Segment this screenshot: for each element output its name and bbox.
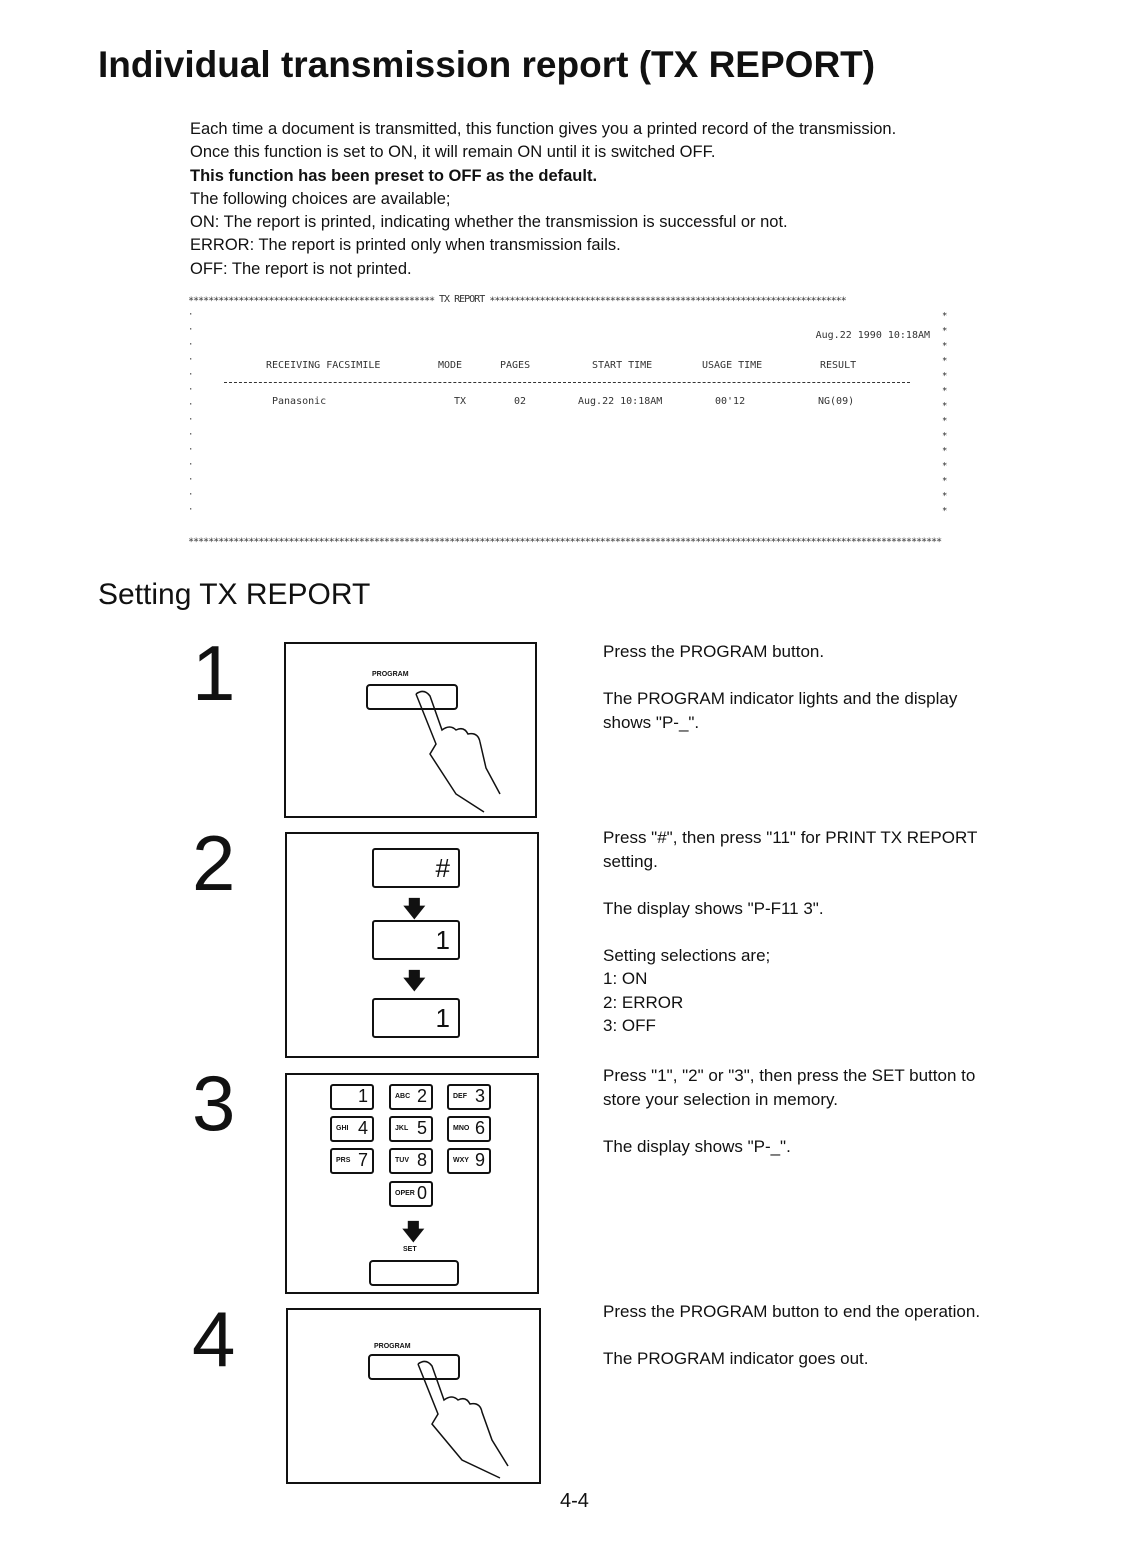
step-text-line xyxy=(603,920,977,944)
keypad-key-8 xyxy=(389,1148,433,1174)
set-button xyxy=(369,1260,459,1286)
step-text-line: 1: ON xyxy=(603,969,648,988)
keypad-key-2 xyxy=(389,1084,433,1110)
key-letters: GHI xyxy=(336,1125,349,1132)
key-letters: MNO xyxy=(453,1125,470,1132)
step-number: 3 xyxy=(192,1059,236,1147)
key-number: 7 xyxy=(357,1150,368,1170)
intro-line: Each time a document is transmitted, this function gives you a printed record of the transmission. xyxy=(190,120,897,138)
report-border-bottom: ∗∗∗∗∗∗∗∗∗∗∗∗∗∗∗∗∗∗∗∗∗∗∗∗∗∗∗∗∗∗∗∗∗∗∗∗∗∗∗∗∗∗∗∗∗∗∗∗∗∗∗∗∗∗∗∗∗∗∗∗∗∗∗∗∗∗∗∗∗∗∗∗∗∗∗∗∗∗∗∗∗∗∗∗∗∗∗∗∗∗∗∗∗∗∗∗∗∗∗∗∗∗∗∗∗∗∗∗∗∗∗∗∗∗∗∗∗∗∗∗∗∗∗∗∗∗∗∗∗∗∗∗∗∗∗∗∗∗∗∗∗∗∗∗∗∗∗∗∗∗ xyxy=(188,535,942,546)
key-number: 4 xyxy=(357,1118,368,1138)
report-col-usage: USAGE TIME xyxy=(702,360,763,371)
tx-report-sample xyxy=(188,294,950,546)
keypad-key-4 xyxy=(330,1116,374,1142)
step-text-line: Press "#", then press "11" for PRINT TX REPORT xyxy=(603,828,978,847)
step-text-line: Setting selections are; xyxy=(603,945,771,965)
key-letters: PRS xyxy=(336,1157,351,1164)
program-button-label: PROGRAM xyxy=(372,671,409,678)
step-text-line: 2: ERROR xyxy=(603,992,684,1012)
keypad-key-1 xyxy=(330,1084,374,1110)
report-cell-result: NG(09) xyxy=(818,396,855,407)
section-title: Setting TX REPORT xyxy=(98,578,371,611)
step-3-text xyxy=(603,1064,975,1158)
step-text-line: store your selection in memory. xyxy=(603,1089,838,1109)
step-text-line: 3: OFF xyxy=(603,1016,656,1035)
key-number: 1 xyxy=(357,1086,368,1106)
report-cell-pages: 02 xyxy=(514,396,527,407)
report-cell-usage: 00'12 xyxy=(715,396,746,407)
key-letters: JKL xyxy=(395,1125,409,1132)
report-cell-mode: TX xyxy=(454,396,467,407)
step-text-line: Press the PROGRAM button to end the operation. xyxy=(603,1302,981,1321)
step-text-line: shows "P-_". xyxy=(603,712,700,732)
step-text-line xyxy=(603,1324,980,1348)
step-3-illustration xyxy=(285,1073,539,1294)
key-number: 6 xyxy=(474,1118,485,1138)
step-4-illustration xyxy=(286,1308,541,1484)
step-4-text xyxy=(603,1300,980,1371)
step-text-line xyxy=(603,1111,975,1135)
hash-key xyxy=(372,848,460,888)
keypad-key-7 xyxy=(330,1148,374,1174)
report-heading: TX REPORT xyxy=(439,294,485,305)
key-number: 5 xyxy=(416,1118,427,1138)
key-letters: OPER xyxy=(395,1190,415,1197)
program-button-label: PROGRAM xyxy=(374,1343,411,1350)
keypad-key-6 xyxy=(447,1116,491,1142)
key-number: 9 xyxy=(474,1150,485,1170)
step-number: 2 xyxy=(192,819,236,907)
page-title: Individual transmission report (TX REPORT) xyxy=(98,44,876,85)
report-col-pages: PAGES xyxy=(500,360,531,371)
step-1-text xyxy=(603,640,957,734)
one-key xyxy=(372,998,460,1038)
step-text-line xyxy=(603,873,977,897)
report-border-top: ∗∗∗∗∗∗∗∗∗∗∗∗∗∗∗∗∗∗∗∗∗∗∗∗∗∗∗∗∗∗∗∗∗∗∗∗∗∗∗∗∗∗∗∗∗∗∗∗∗ TX REPORT ∗∗∗∗∗∗∗∗∗∗∗∗∗∗∗∗∗∗∗∗∗∗∗∗∗∗∗∗∗∗∗∗∗∗∗∗∗∗∗∗∗∗∗∗∗∗∗∗∗∗∗∗∗∗∗∗∗∗∗∗∗∗∗∗∗∗∗∗∗∗∗ xyxy=(188,294,846,305)
report-divider xyxy=(224,382,910,383)
step-text-line: The display shows "P-F11 3". xyxy=(603,898,824,918)
step-text-line: The PROGRAM indicator goes out. xyxy=(603,1349,869,1368)
step-text-line: Press "1", "2" or "3", then press the SET button to xyxy=(603,1066,976,1085)
pointing-hand-icon xyxy=(406,684,506,814)
key-number: 0 xyxy=(416,1183,427,1203)
step-1-illustration xyxy=(284,642,537,818)
report-cell-start: Aug.22 10:18AM xyxy=(578,396,663,407)
page-number: 4-4 xyxy=(560,1490,589,1512)
intro-line: The following choices are available; xyxy=(190,189,451,208)
key-number: 8 xyxy=(416,1150,427,1170)
report-col-mode: MODE xyxy=(438,360,463,371)
intro-line: Once this function is set to ON, it will remain ON until it is switched OFF. xyxy=(190,143,716,162)
report-border-right: ∗ ∗ ∗ ∗ ∗ ∗ ∗ ∗ ∗ ∗ ∗ ∗ ∗ ∗ xyxy=(942,310,948,515)
step-text-line: The PROGRAM indicator lights and the display xyxy=(603,689,958,708)
key-number: 3 xyxy=(474,1086,485,1106)
arrow-down-icon: 🡇 xyxy=(403,968,426,993)
intro-line: ERROR: The report is printed only when transmission fails. xyxy=(190,236,621,255)
intro-line: ON: The report is printed, indicating whether the transmission is successful or not. xyxy=(190,213,788,232)
step-2-text xyxy=(603,826,977,1038)
keypad-key-9 xyxy=(447,1148,491,1174)
keypad-key-0 xyxy=(389,1181,433,1207)
set-button-label: SET xyxy=(403,1246,417,1253)
report-date: Aug.22 1990 10:18AM xyxy=(815,330,930,341)
arrow-down-icon: 🡇 xyxy=(403,896,426,921)
keypad-key-3 xyxy=(447,1084,491,1110)
key-label: 1 xyxy=(435,1003,450,1033)
key-letters: TUV xyxy=(395,1157,409,1164)
key-letters: ABC xyxy=(395,1093,411,1100)
intro-line-default-note: This function has been preset to OFF as the default. xyxy=(190,166,598,185)
report-col-result: RESULT xyxy=(820,360,857,371)
step-number: 4 xyxy=(192,1295,236,1383)
step-text-line: setting. xyxy=(603,851,658,871)
arrow-down-icon: 🡇 xyxy=(402,1219,425,1244)
intro-line: OFF: The report is not printed. xyxy=(190,259,412,278)
step-text-line: Press the PROGRAM button. xyxy=(603,642,825,661)
key-label: 1 xyxy=(435,925,450,955)
report-cell-receiving: Panasonic xyxy=(272,396,327,407)
key-number: 2 xyxy=(416,1086,427,1106)
step-2-illustration xyxy=(285,832,539,1058)
report-col-receiving: RECEIVING FACSIMILE xyxy=(266,360,381,371)
key-letters: WXY xyxy=(453,1157,469,1164)
pointing-hand-icon xyxy=(408,1354,518,1482)
intro-text xyxy=(190,118,896,281)
step-number: 1 xyxy=(192,629,236,717)
key-letters: DEF xyxy=(453,1093,467,1100)
report-col-start: START TIME xyxy=(592,360,653,371)
step-text-line: The display shows "P-_". xyxy=(603,1136,791,1156)
report-border-left: · · · · · · · · · · · · · · xyxy=(188,310,194,515)
keypad-key-5 xyxy=(389,1116,433,1142)
key-label: # xyxy=(435,853,450,883)
step-text-line xyxy=(603,664,957,688)
one-key xyxy=(372,920,460,960)
